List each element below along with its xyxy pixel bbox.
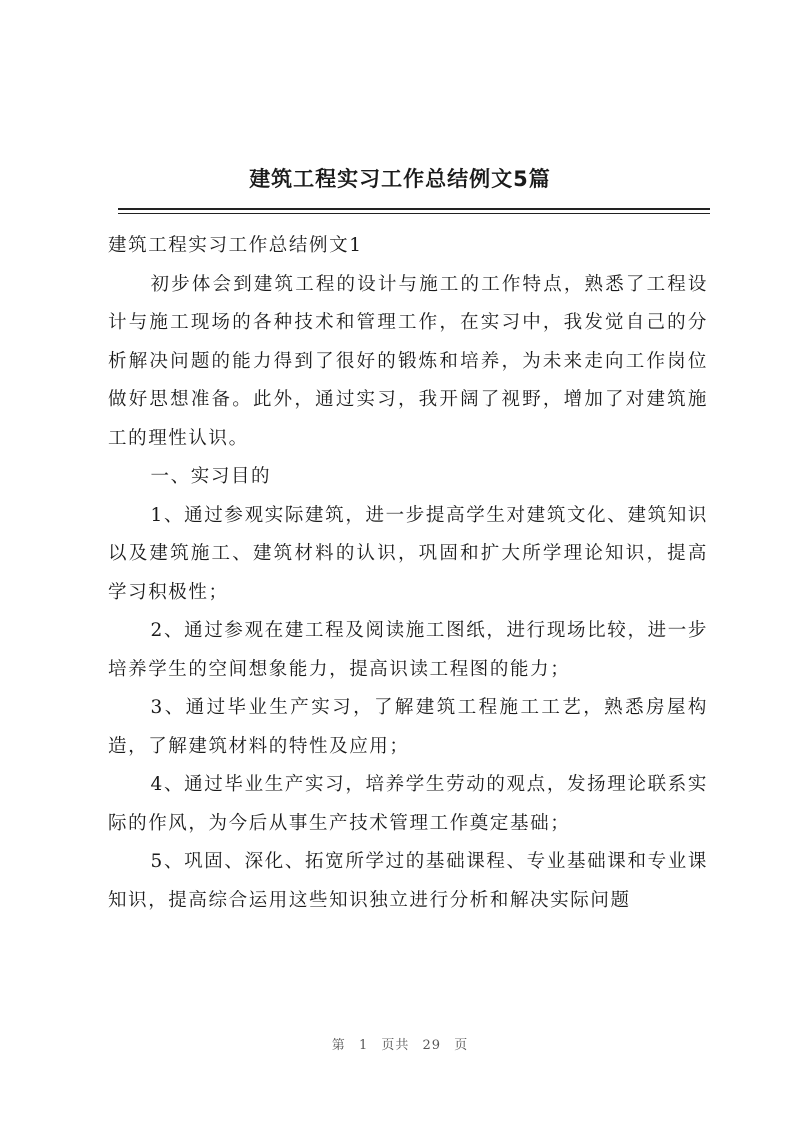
title-divider-thin <box>118 213 710 214</box>
subheading-purpose: 一、实习目的 <box>150 466 272 487</box>
footer-prefix: 第 <box>331 1038 346 1053</box>
title-divider-thick <box>118 208 710 210</box>
section-heading: 建筑工程实习工作总结例文1 <box>108 235 363 256</box>
document-body <box>108 227 708 920</box>
footer-suffix: 页 <box>454 1038 469 1053</box>
list-item-1: 1、通过参观实际建筑，进一步提高学生对建筑文化、建筑知识以及建筑施工、建筑材料的认识，巩固和扩大所学理论知识，提高学习积极性； <box>108 504 708 603</box>
list-item-3: 3、通过毕业生产实习，了解建筑工程施工工艺，熟悉房屋构造，了解建筑材料的特性及应用； <box>108 697 708 757</box>
page-footer <box>0 1034 800 1053</box>
footer-current-page: 1 <box>358 1038 369 1053</box>
paragraph-intro: 初步体会到建筑工程的设计与施工的工作特点，熟悉了工程设计与施工现场的各种技术和管理工作，在实习中，我发觉自己的分析解决问题的能力得到了很好的锻炼和培养，为未来走向工作岗位做好思想准备。此外，通过实习，我开阔了视野，增加了对建筑施工的理性认识。 <box>108 273 708 449</box>
footer-total-pages: 29 <box>422 1038 442 1053</box>
list-item-2: 2、通过参观在建工程及阅读施工图纸，进行现场比较，进一步培养学生的空间想象能力，提高识读工程图的能力； <box>108 620 708 680</box>
list-item-5: 5、巩固、深化、拓宽所学过的基础课程、专业基础课和专业课知识，提高综合运用这些知识独立进行分析和解决实际问题 <box>108 851 708 911</box>
footer-mid: 页共 <box>381 1038 410 1053</box>
document-title: 建筑工程实习工作总结例文5篇 <box>249 167 551 191</box>
list-item-4: 4、通过毕业生产实习，培养学生劳动的观点，发扬理论联系实际的作风，为今后从事生产技术管理工作奠定基础； <box>108 774 708 834</box>
